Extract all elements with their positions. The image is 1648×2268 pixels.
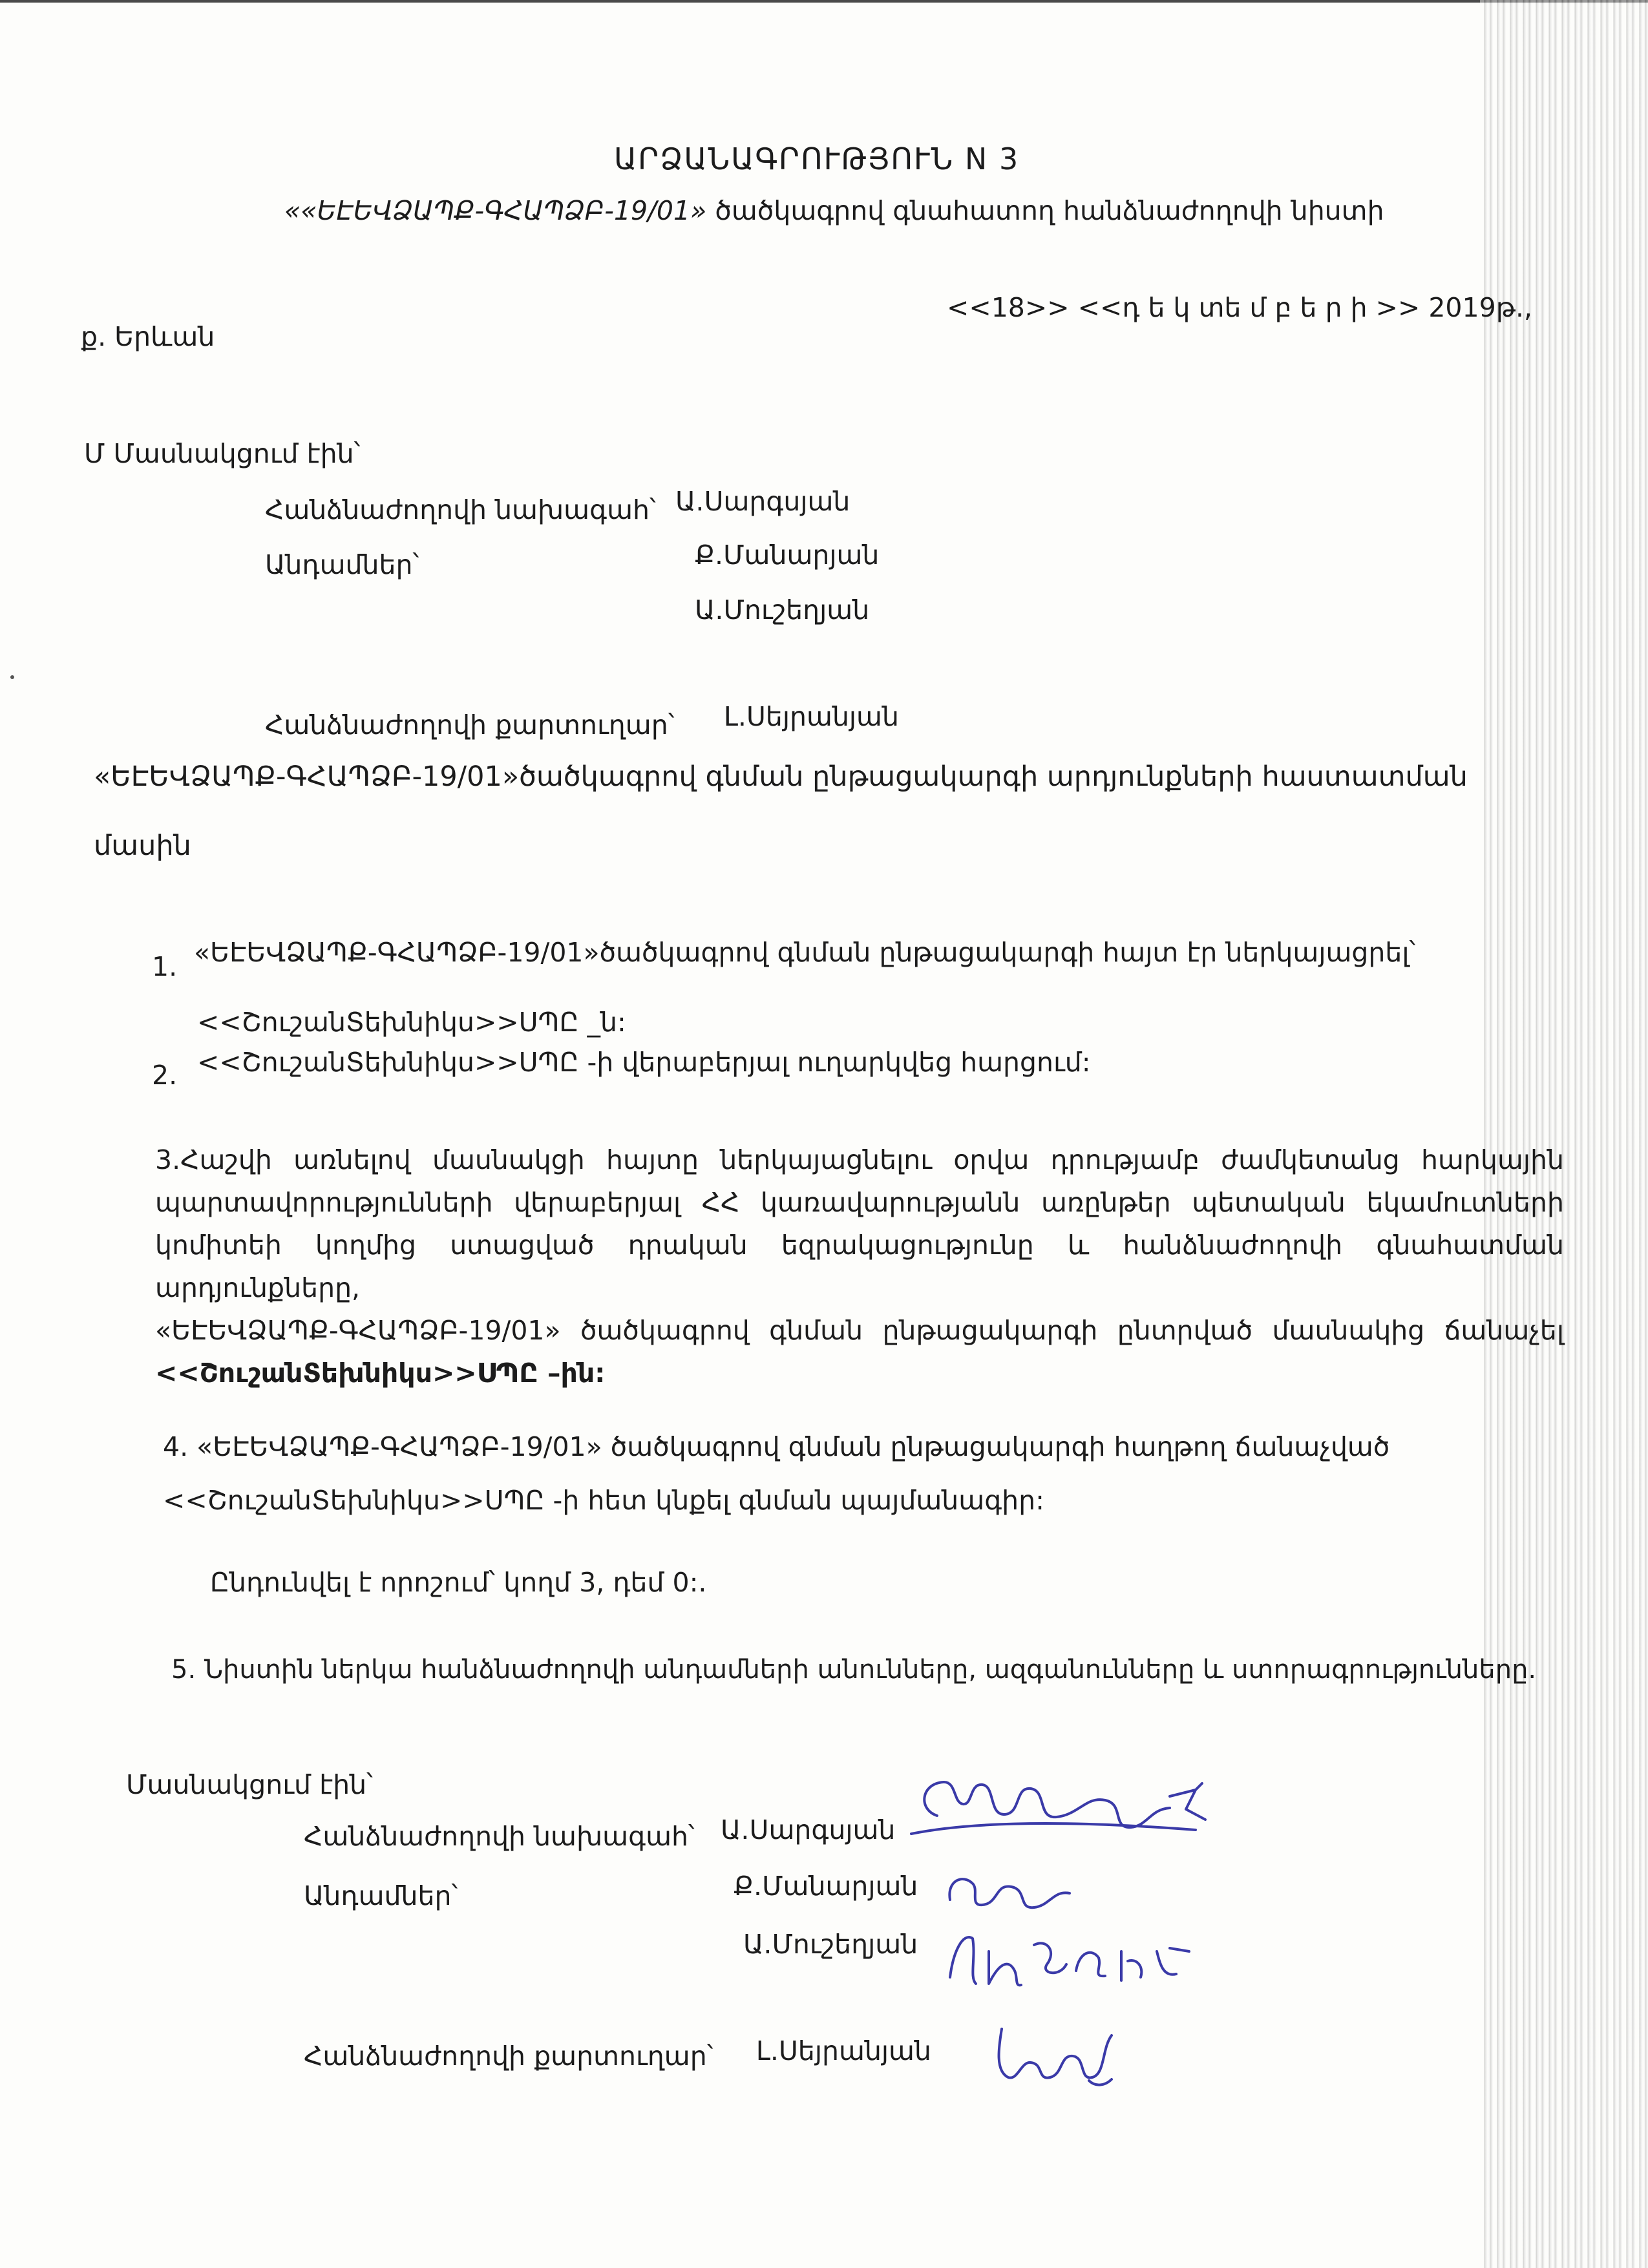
item-1-text: «ԵԷԵՎՁԱՊՔ-ԳՀԱՊՁԲ-19/01»ծածկագրով գնման ընթացակարգի հայտ էր ներկայացրել՝ <box>194 937 1416 968</box>
member-2-name: Ա.Մուշեղյան <box>695 594 870 625</box>
item-3-line-5: <<ՇուշանՏեխնիկս>>ՍՊԸ –ին: <box>155 1358 606 1389</box>
item-3-line-1: 3.Հաշվի առնելով մասնակցի հայտը ներկայացնելու օրվա դրությամբ ժամկետանց հարկային <box>155 1144 1564 1175</box>
subject-line-2: մասին <box>94 830 191 862</box>
sig-secretary-name: Լ.Սեյրանյան <box>756 2035 931 2066</box>
sig-members-role: Անդամներ՝ <box>304 1880 458 1911</box>
item-2-number: 2. <box>152 1060 178 1091</box>
item-4-line-1: 4. «ԵԷԵՎՁԱՊՔ-ԳՀԱՊՁԲ-19/01» ծածկագրով գնման ընթացակարգի հաղթող ճանաչված <box>163 1431 1390 1462</box>
document-date: <<18>> <<դ ե կ տե մ բ ե ր ի >> 2019թ., <box>947 292 1533 323</box>
scan-edge-artifact <box>1480 0 1648 2268</box>
member-1-name: Ք.Մանարյան <box>695 540 880 571</box>
secretary-signature <box>982 2010 1131 2094</box>
signatures-heading: Մասնակցում էին՝ <box>126 1769 373 1800</box>
document-title: ԱՐՁԱՆԱԳՐՈՒԹՅՈՒՆ N 3 <box>614 142 1020 176</box>
chair-name: Ա.Սարգսյան <box>675 486 850 517</box>
sig-member-1-name: Ք.Մանարյան <box>734 1871 918 1902</box>
item-1-continuation: <<ՇուշանՏեխնիկս>>ՍՊԸ _ն: <box>197 1007 626 1038</box>
item-5-text: 5. Նիստին ներկա հանձնաժողովի անդամների անունները, ազգանունները և ստորագրությունները. <box>171 1655 1537 1685</box>
scan-speck <box>10 675 14 679</box>
document-subtitle <box>284 195 1384 226</box>
sig-chair-name: Ա.Սարգսյան <box>721 1814 896 1845</box>
sig-secretary-role: Հանձնաժողովի քարտուղար՝ <box>304 2041 713 2072</box>
sig-member-2-name: Ա.Մուշեղյան <box>743 1929 918 1960</box>
item-1-number: 1. <box>152 951 178 982</box>
sig-chair-role: Հանձնաժողովի նախագահ՝ <box>304 1821 695 1852</box>
decision-text: Ընդունվել է որոշում՝ կողմ 3, դեմ 0:. <box>210 1567 707 1598</box>
subject-line-1: «ԵԷԵՎՁԱՊՔ-ԳՀԱՊՁԲ-19/01»ծածկագրով գնման ընթացակարգի արդյունքների հաստատման <box>94 761 1468 793</box>
chair-role: Հանձնաժողովի նախագահ՝ <box>265 494 656 525</box>
item-3-paragraph <box>155 1139 1564 1394</box>
item-2-text: <<ՇուշանՏեխնիկս>>ՍՊԸ -ի վերաբերյալ ուղարկվեց հարցում: <box>197 1047 1091 1078</box>
item-3-line-4: «ԵԷԵՎՁԱՊՔ-ԳՀԱՊՁԲ-19/01» ծածկագրով գնման ընթացակարգի ընտրված մասնակից ճանաչել <box>155 1315 1564 1346</box>
attendees-heading: Մ Մասնակցում էին՝ <box>84 438 361 469</box>
item-4-line-2: <<ՇուշանՏեխնիկս>>ՍՊԸ -ի հետ կնքել գնման պայմանագիր: <box>163 1485 1044 1516</box>
item-3-line-3: կոմիտեի կողմից ստացված դրական եզրակացությունը և հանձնաժողովի գնահատման արդյունքները, <box>155 1230 1564 1303</box>
scan-top-border <box>0 0 1648 3</box>
chair-signature <box>892 1758 1228 1861</box>
item-3-line-2: պարտավորությունների վերաբերյալ ՀՀ կառավարությանն առընթեր պետական եկամուտների <box>155 1187 1564 1218</box>
subtitle-code: ««ԵԷԵՎՁԱՊՔ-ԳՀԱՊՁԲ-19/01» <box>284 195 707 226</box>
subtitle-text: ծածկագրով գնահատող հանձնաժողովի նիստի <box>715 195 1384 226</box>
secretary-name: Լ.Սեյրանյան <box>724 701 899 732</box>
document-place: ք. Երևան <box>81 321 215 352</box>
secretary-role: Հանձնաժողովի քարտուղար՝ <box>265 709 675 740</box>
members-role: Անդամներ՝ <box>265 549 419 580</box>
member-2-signature <box>937 1913 1209 1997</box>
